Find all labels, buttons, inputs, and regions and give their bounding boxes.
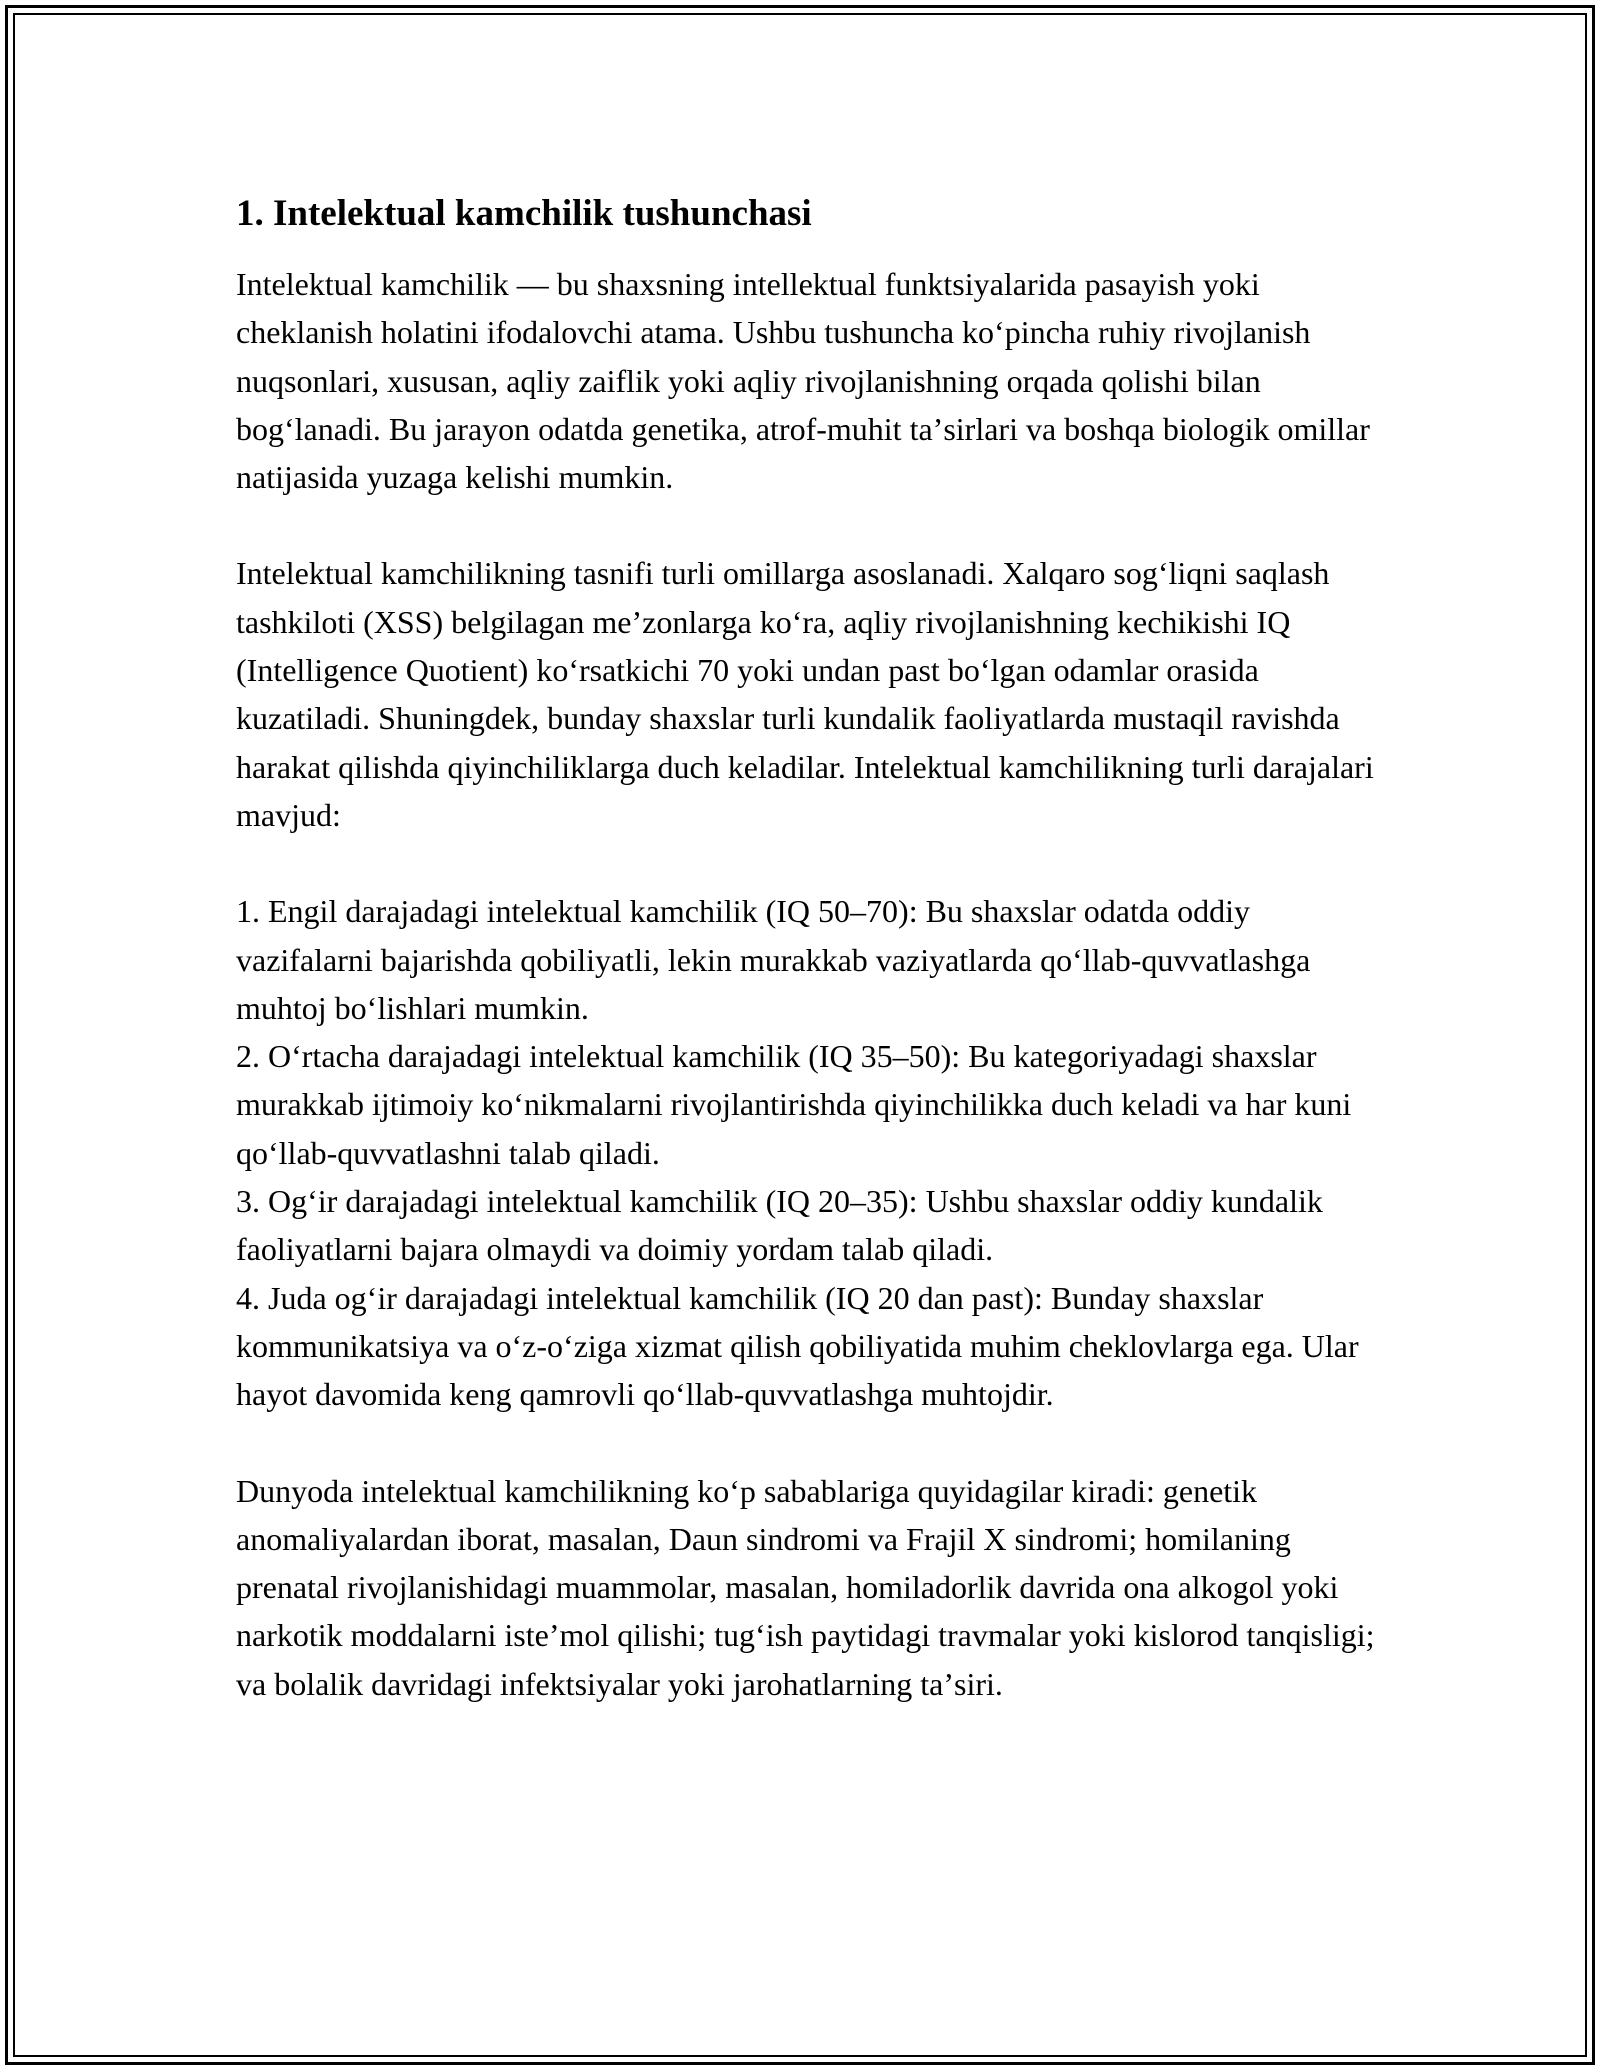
list-item-severe: 3. Ogʻir darajadagi intelektual kamchilik (IQ 20–35): Ushbu shaxslar oddiy kundalik faoliyatlarni bajara olmaydi va doimiy yordam talab qiladi. (236, 1183, 1323, 1268)
paragraph-classification: Intelektual kamchilikning tasnifi turli omillarga asoslanadi. Xalqaro sogʻliqni saqlash tashkiloti (XSS) belgilagan meʼzonlarga koʻra, aqliy rivojlanishning kechikishi IQ (Intelligence Quotient) koʻrsatkichi 70 yoki undan past boʻlgan odamlar orasida kuzatiladi. Shuningdek, bunday shaxslar turli kundalik faoliyatlarda mustaqil ravishda harakat qilishda qiyinchiliklarga duch keladilar. Intelektual kamchilikning turli darajalari mavjud: (236, 555, 1374, 833)
paragraph-spacer (236, 501, 1386, 549)
paragraph-definition: Intelektual kamchilik — bu shaxsning intellektual funktsiyalarida pasayish yoki cheklanish holatini ifodalovchi atama. Ushbu tushuncha koʻpincha ruhiy rivojlanish nuqsonlari, xususan, aqliy zaiflik yoki aqliy rivojlanishning orqada qolishi bilan bogʻlanadi. Bu jarayon odatda genetika, atrof-muhit taʼsirlari va boshqa biologik omillar natijasida yuzaga kelishi mumkin. (236, 266, 1370, 496)
paragraph-causes: Dunyoda intelektual kamchilikning koʻp sabablariga quyidagilar kiradi: genetik anomaliyalardan iborat, masalan, Daun sindromi va Frajil X sindromi; homilaning prenatal rivojlanishidagi muammolar, masalan, homiladorlik davrida ona alkogol yoki narkotik moddalarni isteʼmol qilishi; tugʻish paytidagi travmalar yoki kislorod tanqisligi; va bolalik davridagi infektsiyalar yoki jarohatlarning taʼsiri. (236, 1472, 1375, 1702)
paragraph-spacer (236, 839, 1386, 887)
list-item-profound: 4. Juda ogʻir darajadagi intelektual kamchilik (IQ 20 dan past): Bunday shaxslar kommunikatsiya va oʻz-oʻziga xizmat qilish qobiliyatida muhim cheklovlarga ega. Ular hayot davomida keng qamrovli qoʻllab-quvvatlashga muhtojdir. (236, 1279, 1359, 1413)
list-item-moderate: 2. Oʻrtacha darajadagi intelektual kamchilik (IQ 35–50): Bu kategoriyadagi shaxslar murakkab ijtimoiy koʻnikmalarni rivojlantirishda qiyinchilikka duch keladi va har kuni qoʻllab-quvvatlashni talab qiladi. (236, 1038, 1352, 1171)
section-heading: 1. Intelektual kamchilik tushunchasi (236, 193, 812, 234)
severity-levels-list (236, 887, 1386, 1418)
document-body (236, 186, 1386, 1708)
list-item-mild: 1. Engil darajadagi intelektual kamchilik (IQ 50–70): Bu shaxslar odatda oddiy vazifalarni bajarishda qobiliyatli, lekin murakkab vaziyatlarda qoʻllab-quvvatlashga muhtoj boʻlishlari mumkin. (236, 893, 1311, 1026)
paragraph-spacer (236, 1419, 1386, 1467)
